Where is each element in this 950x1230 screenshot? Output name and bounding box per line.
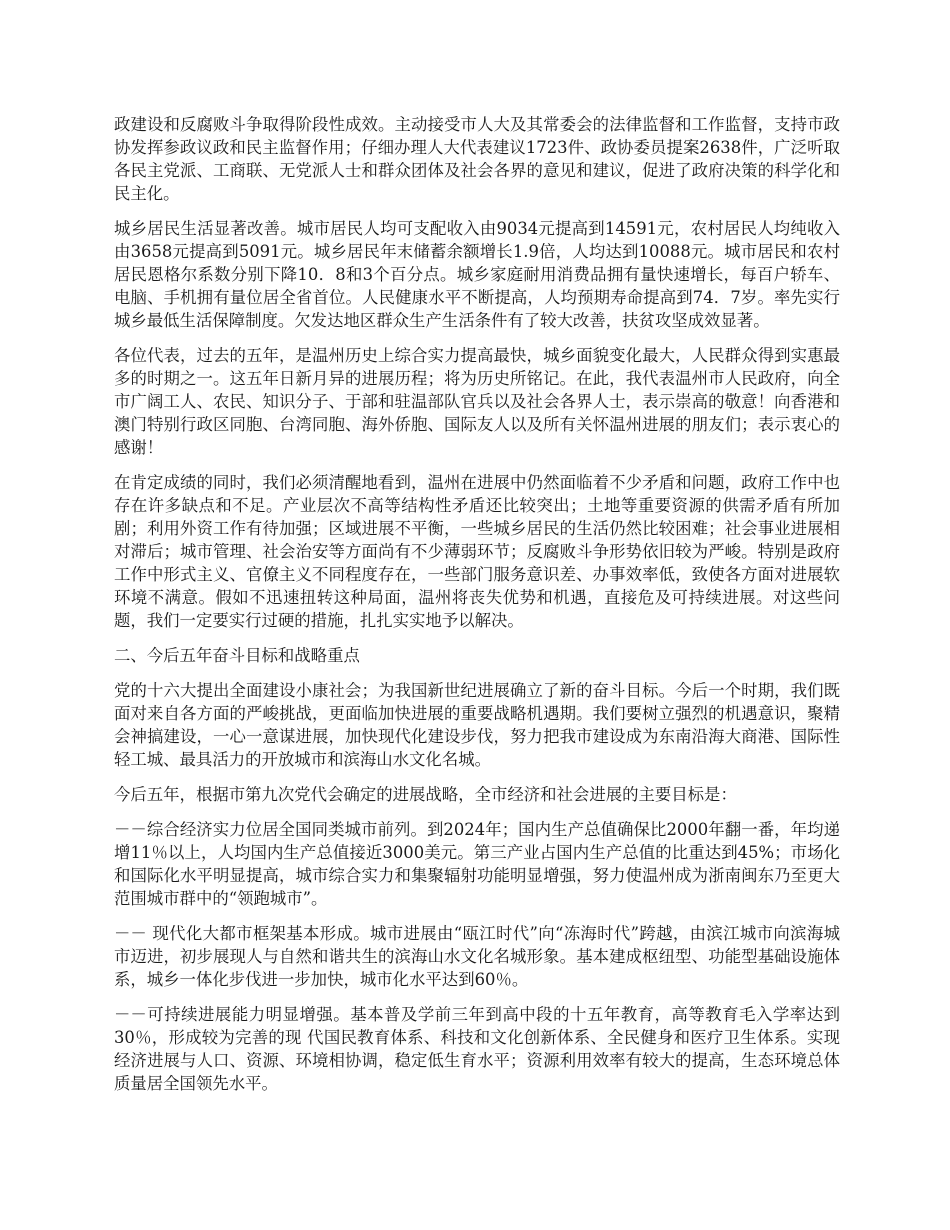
paragraph-living-standards: 城乡居民生活显著改善。城市居民人均可支配收入由9034元提高到14591元，农村居民人均纯收入由3658元提高到5091元。城乡居民年末储蓄余额增长1.9倍，人均达到10088元。城市居民和农村居民恩格尔系数分别下降10．8和3个百分点。城乡家庭耐用消费品拥有量快速增长，每百户轿车、电脑、手机拥有量位居全省首位。人民健康水平不断提高，人均预期寿命提高到74．7岁。率先实行城乡最低生活保障制度。欠发达地区群众生产生活条件有了较大改善，扶贫攻坚成效显著。 — [114, 219, 840, 330]
section-heading: 二、今后五年奋斗目标和战略重点 — [114, 646, 360, 665]
paragraph-goal-metropolis: －－ 现代化大都市框架基本形成。城市进展由“瓯江时代”向“冻海时代”跨越，由滨江城市向滨海城市迈进，初步展现人与自然和谐共生的滨海山水文化名城形象。基本建成枢纽型、功能型基础设施体系，城乡一体化步伐进一步加快，城市化水平达到60％。 — [114, 924, 840, 989]
paragraph-address-representatives: 各位代表，过去的五年，是温州历史上综合实力提高最快，城乡面貌变化最大，人民群众得到实惠最多的时期之一。这五年日新月异的进展历程；将为历史所铭记。在此，我代表温州市人民政府，向全市广阔工人、农民、知识分子、于部和驻温部队官兵以及社会各界人士，表示崇高的敬意！向香港和澳门特别行政区同胞、台湾同胞、海外侨胞、国际友人以及所有关怀温州进展的朋友们；表示衷心的感谢！ — [114, 346, 840, 457]
paragraph-goal-economy: －－综合经济实力位居全国同类城市前列。到2024年；国内生产总值确保比2000年翻一番，年均递增11％以上，人均国内生产总值接近3000美元。第三产业占国内生产总值的比重达到45%；市场化和国际化水平明显提高，城市综合实力和集聚辐射功能明显增强，努力使温州成为浙南闽东乃至更大范围城市群中的“领跑城市”。 — [114, 820, 840, 908]
document-body — [114, 113, 840, 1107]
paragraph-goal-sustainability: －－可持续进展能力明显增强。基本普及学前三年到高中段的十五年教育，高等教育毛入学率达到30％，形成较为完善的现 代国民教育体系、科技和文化创新体系、全民健身和医疗卫生体系。实现经济进展与人口、资源、环境相协调，稳定低生育水平；资源利用效率有较大的提高，生态环境总体质量居全国领先水平。 — [114, 1005, 840, 1093]
paragraph-goals-intro: 今后五年，根据市第九次党代会确定的进展战略，全市经济和社会进展的主要目标是： — [114, 785, 737, 804]
paragraph-problems: 在肯定成绩的同时，我们必须清醒地看到，温州在进展中仍然面临着不少矛盾和问题，政府工作中也存在许多缺点和不足。产业层次不高等结构性矛盾还比较突出；土地等重要资源的供需矛盾有所加剧；利用外资工作有待加强；区域进展不平衡，一些城乡居民的生活仍然比较困难；社会事业进展相对滞后；城市管理、社会治安等方面尚有不少薄弱环节；反腐败斗争形势依旧较为严峻。特别是政府工作中形式主义、官僚主义不同程度存在，一些部门服务意识差、办事效率低，致使各方面对进展软环境不满意。假如不迅速扭转这种局面，温州将丧失优势和机遇，直接危及可持续进展。对这些问题，我们一定要实行过硬的措施，扎扎实实地予以解决。 — [114, 473, 840, 630]
paragraph-governance: 政建设和反腐败斗争取得阶段性成效。主动接受市人大及其常委会的法律监督和工作监督，支持市政协发挥参政议政和民主监督作用；仔细办理人大代表建议1723件、政协委员提案2638件，广泛听取各民主党派、工商联、无党派人士和群众团体及社会各界的意见和建议，促进了政府决策的科学化和民主化。 — [114, 115, 840, 203]
paragraph-strategy: 党的十六大提出全面建设小康社会；为我国新世纪进展确立了新的奋斗目标。今后一个时期，我们既面对来自各方面的严峻挑战，更面临加快进展的重要战略机遇期。我们要树立强烈的机遇意识，聚精会神搞建设，一心一意谋进展，加快现代化建设步伐，努力把我市建设成为东南沿海大商港、国际性轻工城、最具活力的开放城市和滨海山水文化名城。 — [114, 681, 840, 769]
